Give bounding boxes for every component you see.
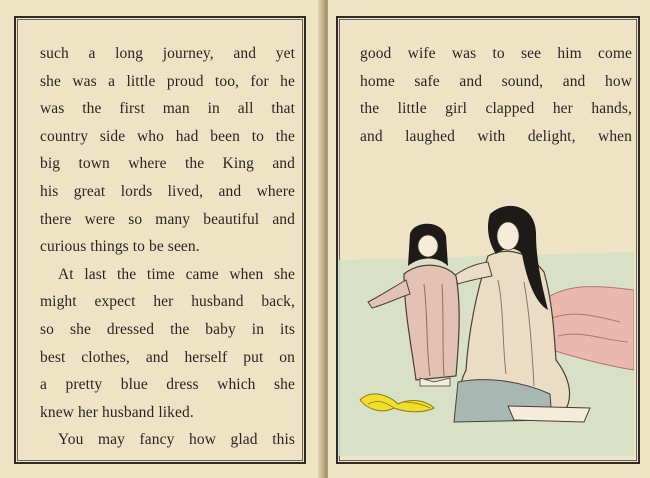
text-line: best clothes, and herself put on — [40, 348, 295, 366]
text-line: country side who had been to the — [40, 127, 295, 145]
left-page-text — [40, 40, 295, 454]
text-line: the little girl clapped her hands, — [360, 100, 632, 118]
illustration — [338, 190, 634, 456]
text-line: might expect her husband back, — [40, 293, 295, 311]
text-line: there were so many beautiful and — [40, 210, 295, 228]
text-line: and laughed with delight, when — [360, 127, 632, 145]
text-line: home safe and sound, and how — [360, 72, 632, 90]
text-line: she was a little proud too, for he — [40, 72, 295, 90]
text-line: At last the time came when she — [58, 265, 295, 283]
text-line: good wife was to see him come — [360, 45, 632, 62]
text-line: so she dressed the baby in its — [40, 320, 295, 338]
text-line: was the first man in all that — [40, 100, 295, 118]
right-page — [328, 0, 650, 478]
text-line: You may fancy how glad this — [58, 431, 295, 449]
text-line: big town where the King and — [40, 155, 295, 173]
text-line: such a long journey, and yet — [40, 45, 295, 62]
left-page — [0, 0, 322, 478]
right-page-text — [360, 40, 632, 150]
text-line: curious things to be seen. — [40, 238, 200, 256]
text-line: knew her husband liked. — [40, 403, 194, 421]
text-line: a pretty blue dress which she — [40, 376, 295, 394]
text-line: his great lords lived, and where — [40, 182, 295, 200]
